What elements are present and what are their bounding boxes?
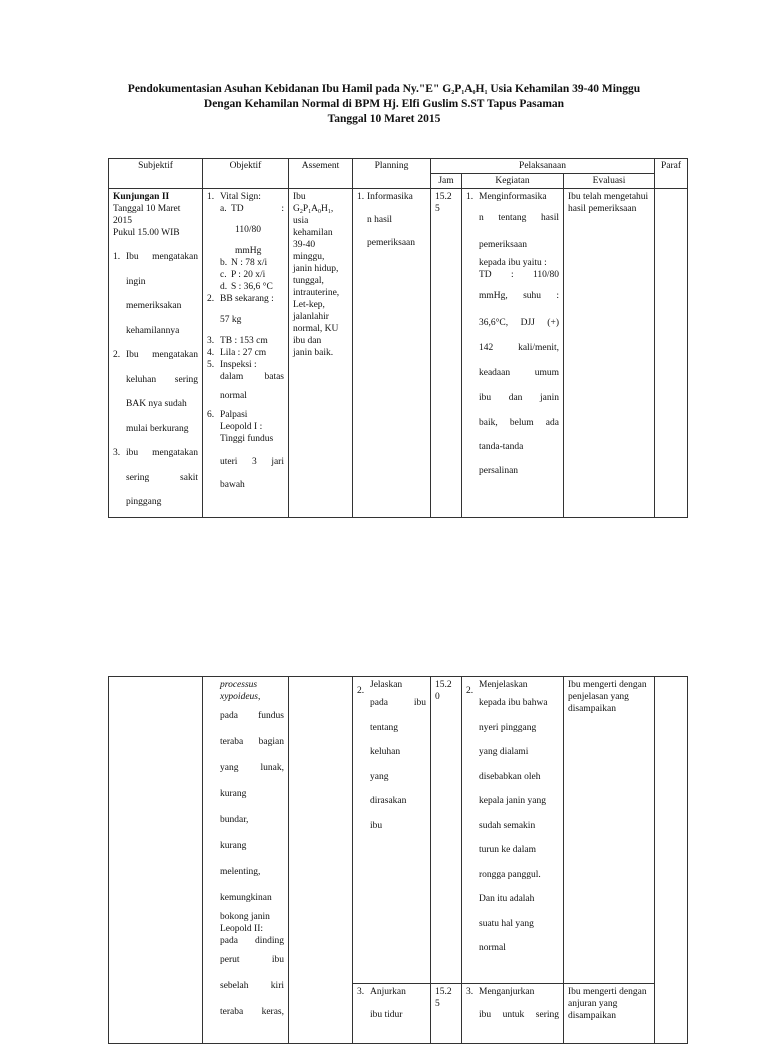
cell-subjektif (109, 189, 203, 518)
cell-jam-3: 15.2 5 (431, 984, 462, 1044)
header-planning: Planning (353, 159, 431, 189)
visit-time: Pukul 15.00 WIB (113, 228, 180, 238)
header-jam: Jam (431, 174, 462, 189)
cell-planning-3: 3. Anjurkan ibu tidur (353, 984, 431, 1044)
cell-jam: 15.2 5 (431, 189, 462, 518)
cell-kegiatan: 1. Menginformasika n tentang hasil pemeriksaan kepada ibu yaitu : TD : 110/80 mmHg, suhu : 36,6°C, DJJ (+) 142 kali/menit, keadaan umum ibu dan janin baik, belum ada tanda-tanda persalinan (462, 189, 564, 518)
cell-paraf-cont (655, 677, 688, 1044)
cell-planning: 1. Informasika n hasil pemeriksaan (353, 189, 431, 518)
cell-evaluasi: Ibu telah mengetahui hasil pemeriksaan (564, 189, 655, 518)
subjektif-list (113, 245, 198, 515)
header-kegiatan: Kegiatan (462, 174, 564, 189)
cell-planning-2: 2. Jelaskan pada ibu tentang keluhan yang dirasakan ibu (353, 677, 431, 984)
cell-assement-cont (289, 677, 353, 1044)
objektif-list: 1. Vital Sign: a. TD : 110/80 mmHg b. N : 78 x/i c. P : 20 x/i d. S : 36,6 °C 2. BB sekarang : 57 kg 3. TB : 153 cm 4. Lila : 27 cm 5. Inspeksi : dalam batas normal 6. Palpasi Leopold I : Tinggi fundus uteri 3 jari bawah (207, 192, 284, 490)
cell-kegiatan-2: 2. Menjelaskan kepada ibu bahwa nyeri pinggang yang dialami disebabkan oleh kepala janin yang sudah semakin turun ke dalam rongga panggul. Dan itu adalah suatu hal yang normal (462, 677, 564, 984)
header-assement: Assement (289, 159, 353, 189)
header-evaluasi: Evaluasi (564, 174, 655, 189)
subjektif-item-2: 2. Ibu mengatakan keluhan sering BAK nya sudah mulai berkurang (113, 350, 198, 434)
cell-paraf (655, 189, 688, 518)
cell-kegiatan-3: 3. Menganjurkan ibu untuk sering (462, 984, 564, 1044)
title-line-3: Tanggal 10 Maret 2015 (327, 113, 441, 125)
visit-date: Tanggal 10 Maret 2015 (113, 204, 181, 226)
cell-assement: Ibu $G_2P_1A_0H_1$, usia kehamilan 39-40 minggu, janin hidup, tunggal, intrauterine, Let-kep, jalanlahir normal, KU ibu dan janin baik. (289, 189, 353, 518)
documentation-table-page-1 (108, 158, 688, 518)
cell-evaluasi-3: Ibu mengerti dengan anjuran yang disampaikan (564, 984, 655, 1044)
header-paraf: Paraf (655, 159, 688, 189)
header-subjektif: Subjektif (109, 159, 203, 189)
document-title (0, 82, 768, 127)
visit-label: Kunjungan II (113, 192, 170, 202)
header-pelaksanaan: Pelaksanaan (431, 159, 655, 174)
cell-subjektif-cont (109, 677, 203, 1044)
cell-evaluasi-2: Ibu mengerti dengan penjelasan yang disampaikan (564, 677, 655, 984)
subjektif-item-1: 1. Ibu mengatakan ingin memeriksakan kehamilannya (113, 252, 198, 336)
documentation-table-page-2 (108, 676, 688, 1044)
header-objektif: Objektif (203, 159, 289, 189)
cell-objektif-cont: processus xypoideus, pada fundus teraba bagian yang lunak, kurang bundar, kurang melenting, kemungkinan bokong janin Leopold II: pada dinding perut ibu sebelah kiri teraba keras, (203, 677, 289, 1044)
cell-objektif (203, 189, 289, 518)
title-line-2: Dengan Kehamilan Normal di BPM Hj. Elfi Guslim S.ST Tapus Pasaman (203, 98, 565, 110)
cell-jam-2: 15.2 0 (431, 677, 462, 984)
title-line-1: Pendokumentasian Asuhan Kebidanan Ibu Hamil pada Ny."E" $G_2P_1A_0H_1$ Usia Kehamilan 39-40 Minggu (127, 83, 641, 96)
subjektif-item-3: 3. ibu mengatakan sering sakit pinggang (113, 448, 198, 507)
